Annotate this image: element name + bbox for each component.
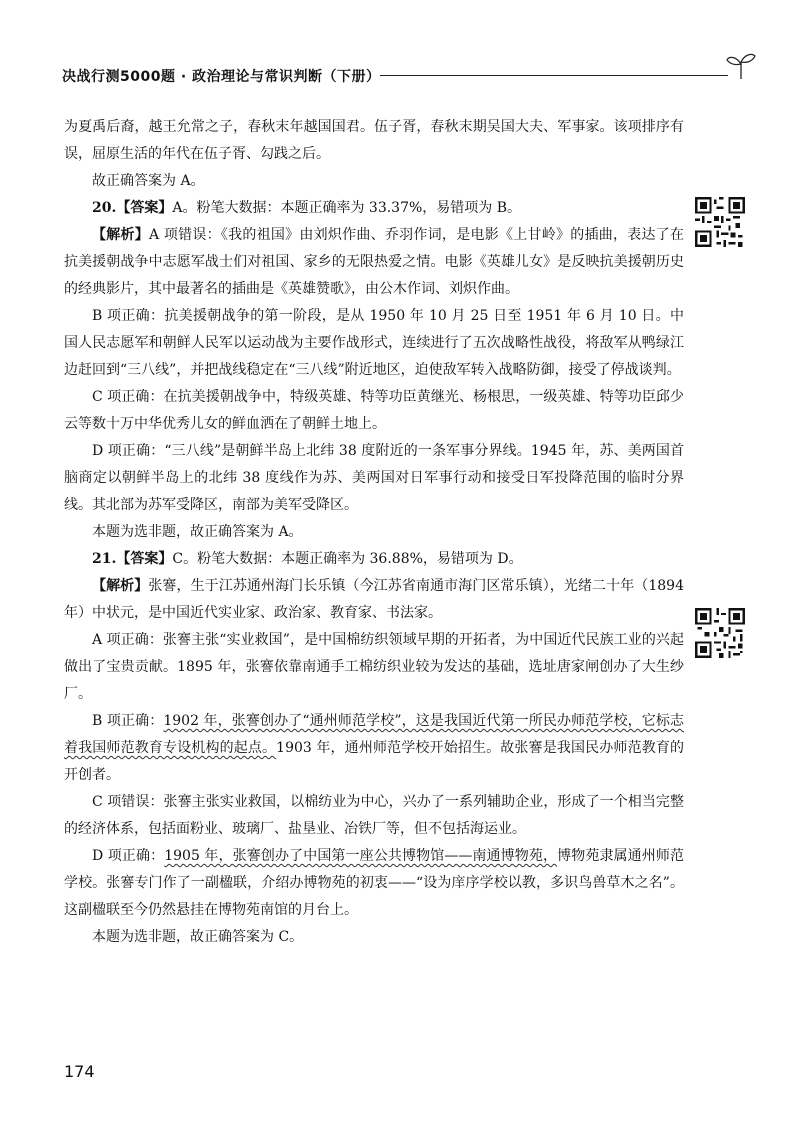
q21-option-a: A 项正确：张謇主张“实业救国”，是中国棉纺织领域早期的开拓者，为中国近代民族工业的兴起做出了宝贵贡献。1895 年，张謇依靠南通手工棉纺织业较为发达的基础，选址唐家闸创办了大生纱厂。 xyxy=(64,632,684,702)
q21-answer-text: C。粉笔大数据：本题正确率为 36.88%，易错项为 D。 xyxy=(172,551,523,567)
header-title: 决战行测5000题 · 政治理论与常识判断（下册） xyxy=(62,69,381,85)
q21-analysis-label: 【解析】 xyxy=(92,578,149,594)
q21-option-d-highlight: 1905 年，张謇创办了中国第一座公共博物馆——南通博物苑， xyxy=(164,848,558,864)
q20-option-b: B 项正确：抗美援朝战争的第一阶段，是从 1950 年 10 月 25 日至 1951 年 6 月 10 日。中国人民志愿军和朝鲜人民军以运动战为主要作战形式，连续进行了五次战略性战役，将敌军从鸭绿江边赶回到“三八线”，并把战线稳定在“三八线”附近地区，迫使敌军转入战略防御，接受了停战谈判。 xyxy=(64,308,684,378)
q21-analysis xyxy=(64,573,684,627)
q21-option-c: C 项错误：张謇主张实业救国，以棉纺业为中心，兴办了一系列辅助企业，形成了一个相当完整的经济体系，包括面粉业、玻璃厂、盐垦业、冶铁厂等，但不包括海运业。 xyxy=(64,794,684,837)
q21-option-b-rest: 1903 年，通州师范学校开始招生。故张謇是我国民办师范教育的开创者。 xyxy=(64,740,685,783)
q21-analysis-text: 张謇，生于江苏通州海门长乐镇（今江苏省南通市海门区常乐镇），光绪二十年（1894 年）中状元，是中国近代实业家、政治家、教育家、书法家。 xyxy=(64,578,684,621)
page-number: 174 xyxy=(64,1062,95,1081)
q21-option-b xyxy=(64,708,684,789)
header-rule xyxy=(380,75,728,76)
q21-option-d xyxy=(64,843,684,924)
q20-conclusion: 本题为选非题，故正确答案为 A。 xyxy=(92,524,303,540)
q21-answer-label: 21.【答案】 xyxy=(92,551,173,567)
q20-answer-text: A。粉笔大数据：本题正确率为 33.37%，易错项为 B。 xyxy=(172,200,522,216)
sprout-icon xyxy=(726,52,756,80)
q20-analysis-label: 【解析】 xyxy=(92,227,150,243)
q21-option-d-rest: 博物苑隶属通州师范学校。张謇专门作了一副楹联，介绍办博物苑的初衷——“设为庠序学校以教，多识鸟兽草木之名”。这副楹联至今仍然悬挂在博物苑南馆的月台上。 xyxy=(64,848,685,918)
q20-option-c: C 项正确：在抗美援朝战争中，特级英雄、特等功臣黄继光、杨根思，一级英雄、特等功臣邱少云等数十万中华优秀儿女的鲜血洒在了朝鲜土地上。 xyxy=(64,389,684,432)
page-body xyxy=(64,114,684,951)
q20-analysis-text: A 项错误：《我的祖国》由刘炽作曲、乔羽作词，是电影《上甘岭》的插曲，表达了在抗美援朝战争中志愿军战士们对祖国、家乡的无限热爱之情。电影《英雄儿女》是反映抗美援朝历史的经典影片，其中最著名的插曲是《英雄赞歌》，由公木作词、刘炽作曲。 xyxy=(64,227,685,297)
intro-answer: 故正确答案为 A。 xyxy=(92,173,205,189)
intro-paragraph: 为夏禹后裔，越王允常之子，春秋末年越国国君。伍子胥，春秋末期吴国大夫、军事家。该项排序有误，屈原生活的年代在伍子胥、勾践之后。 xyxy=(64,119,684,162)
q21-option-b-prefix: B 项正确： xyxy=(92,713,164,729)
q21-option-b-highlight: 1902 年，张謇创办了“通州师范学校”，这是我国近代第一所民办师范学校，它标志着我国师范教育专设机构的起点。 xyxy=(64,713,684,756)
qr-code-icon[interactable] xyxy=(695,197,745,247)
q20-answer xyxy=(64,195,684,222)
q21-answer xyxy=(64,546,684,573)
q20-answer-label: 20.【答案】 xyxy=(92,200,173,216)
q21-option-d-prefix: D 项正确： xyxy=(92,848,165,864)
qr-code-icon[interactable] xyxy=(695,608,745,658)
q21-conclusion: 本题为选非题，故正确答案为 C。 xyxy=(92,929,304,945)
q20-option-d: D 项正确：“三八线”是朝鲜半岛上北纬 38 度附近的一条军事分界线。1945 年，苏、美两国首脑商定以朝鲜半岛上的北纬 38 度线作为苏、美两国对日军事行动和接受日军投降范围的临时分界线。其北部为苏军受降区，南部为美军受降区。 xyxy=(64,443,684,513)
q20-analysis xyxy=(64,222,684,303)
running-header xyxy=(62,66,752,86)
